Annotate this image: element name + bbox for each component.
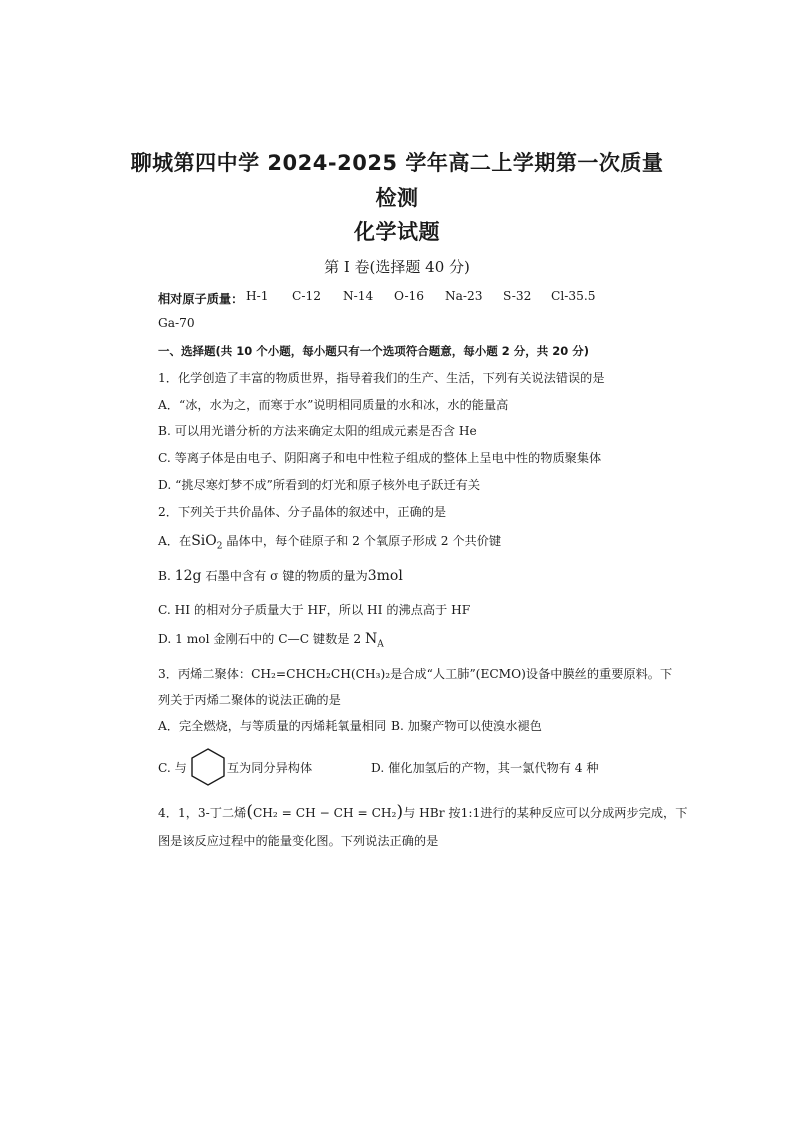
q1-option-d: D. “挑尽寒灯梦不成”所看到的灯光和原子核外电子跃迁有关 bbox=[158, 478, 481, 492]
q2-b-prefix: B. bbox=[158, 569, 175, 583]
q2-option-c: C. HI 的相对分子质量大于 HF，所以 HI 的沸点高于 HF bbox=[158, 603, 471, 617]
q2-option-d bbox=[158, 630, 384, 649]
volume-title: 第 I 卷(选择题 40 分) bbox=[324, 258, 470, 276]
q2-b-amount: 3mol bbox=[367, 568, 403, 584]
close-paren-icon: ) bbox=[396, 802, 404, 822]
q2-a-prefix: A．在 bbox=[158, 534, 192, 548]
q2-option-a bbox=[158, 532, 501, 551]
sio2-formula: SiO bbox=[191, 533, 217, 549]
section1-heading: 一、选择题(共 10 个小题，每小题只有一个选项符合题意，每小题 2 分，共 20 分) bbox=[158, 344, 590, 358]
q3-option-b: B. 加聚产物可以使溴水褪色 bbox=[391, 719, 542, 733]
q2-a-text: 晶体中，每个硅原子和 2 个氧原子形成 2 个共价键 bbox=[222, 534, 502, 548]
q4-stem-line1 bbox=[158, 802, 687, 822]
subject-title: 化学试题 bbox=[354, 220, 440, 244]
atomic-mass-item: S-32 bbox=[503, 289, 532, 303]
q3-c-prefix: C. 与 bbox=[158, 761, 187, 775]
q3-c-text: 互为同分异构体 bbox=[226, 761, 313, 775]
avogadro-subscript: A bbox=[377, 639, 384, 650]
atomic-mass-item: H-1 bbox=[246, 289, 269, 303]
q2-stem: 2．下列关于共价晶体、分子晶体的叙述中，正确的是 bbox=[158, 505, 447, 519]
q1-stem: 1．化学创造了丰富的物质世界，指导着我们的生产、生活，下列有关说法错误的是 bbox=[158, 371, 605, 385]
q3-option-c bbox=[158, 759, 312, 776]
q2-d-text: D. 1 mol 金刚石中的 C—C 键数是 2 bbox=[158, 632, 365, 646]
open-paren-icon: ( bbox=[246, 802, 253, 822]
q4-stem-line2: 图是该反应过程中的能量变化图。下列说法正确的是 bbox=[158, 834, 439, 848]
q3-option-a: A．完全燃烧，与等质量的丙烯耗氧量相同 bbox=[158, 719, 387, 733]
q2-b-mass: 12g bbox=[174, 568, 202, 584]
atomic-mass-item: Ga-70 bbox=[158, 316, 195, 330]
atomic-mass-item: Na-23 bbox=[445, 289, 483, 303]
q4-stem-suffix: 与 HBr 按1:1进行的某种反应可以分成两步完成，下 bbox=[403, 806, 688, 820]
avogadro-symbol: N bbox=[364, 631, 378, 647]
q3-stem-line1: 3．丙烯二聚体：CH₂=CHCH₂CH(CH₃)₂是合成“人工肺”(ECMO)设备中膜丝的重要原料。下 bbox=[158, 667, 673, 681]
q1-option-a: A．“冰，水为之，而寒于水”说明相同质量的水和冰，水的能量高 bbox=[158, 398, 509, 412]
q1-option-c: C. 等离子体是由电子、阴阳离子和电中性粒子组成的整体上呈电中性的物质聚集体 bbox=[158, 451, 602, 465]
q4-stem-prefix: 4．1，3-丁二烯 bbox=[158, 806, 247, 820]
atomic-masses-label: 相对原子质量： bbox=[158, 292, 244, 306]
atomic-mass-item: N-14 bbox=[343, 289, 374, 303]
q1-option-b: B. 可以用光谱分析的方法来确定太阳的组成元素是否含 He bbox=[158, 424, 477, 438]
atomic-mass-item: Cl-35.5 bbox=[551, 289, 596, 303]
atomic-mass-item: O-16 bbox=[394, 289, 425, 303]
q2-b-text: 石墨中含有 σ 键的物质的量为 bbox=[201, 569, 368, 583]
atomic-mass-item: C-12 bbox=[292, 289, 321, 303]
sio2-subscript: 2 bbox=[216, 541, 223, 552]
cyclohexane-structure-icon bbox=[188, 747, 228, 787]
exam-title-line1: 聊城第四中学 2024-2025 学年高二上学期第一次质量 bbox=[130, 151, 664, 175]
q3-stem-line2: 列关于丙烯二聚体的说法正确的是 bbox=[158, 693, 341, 707]
q3-option-d: D. 催化加氢后的产物，其一氯代物有 4 种 bbox=[371, 761, 599, 775]
butadiene-formula: CH₂ = CH − CH = CH₂ bbox=[252, 806, 397, 820]
q2-option-b bbox=[158, 567, 403, 584]
exam-title-line2: 检测 bbox=[375, 186, 419, 210]
